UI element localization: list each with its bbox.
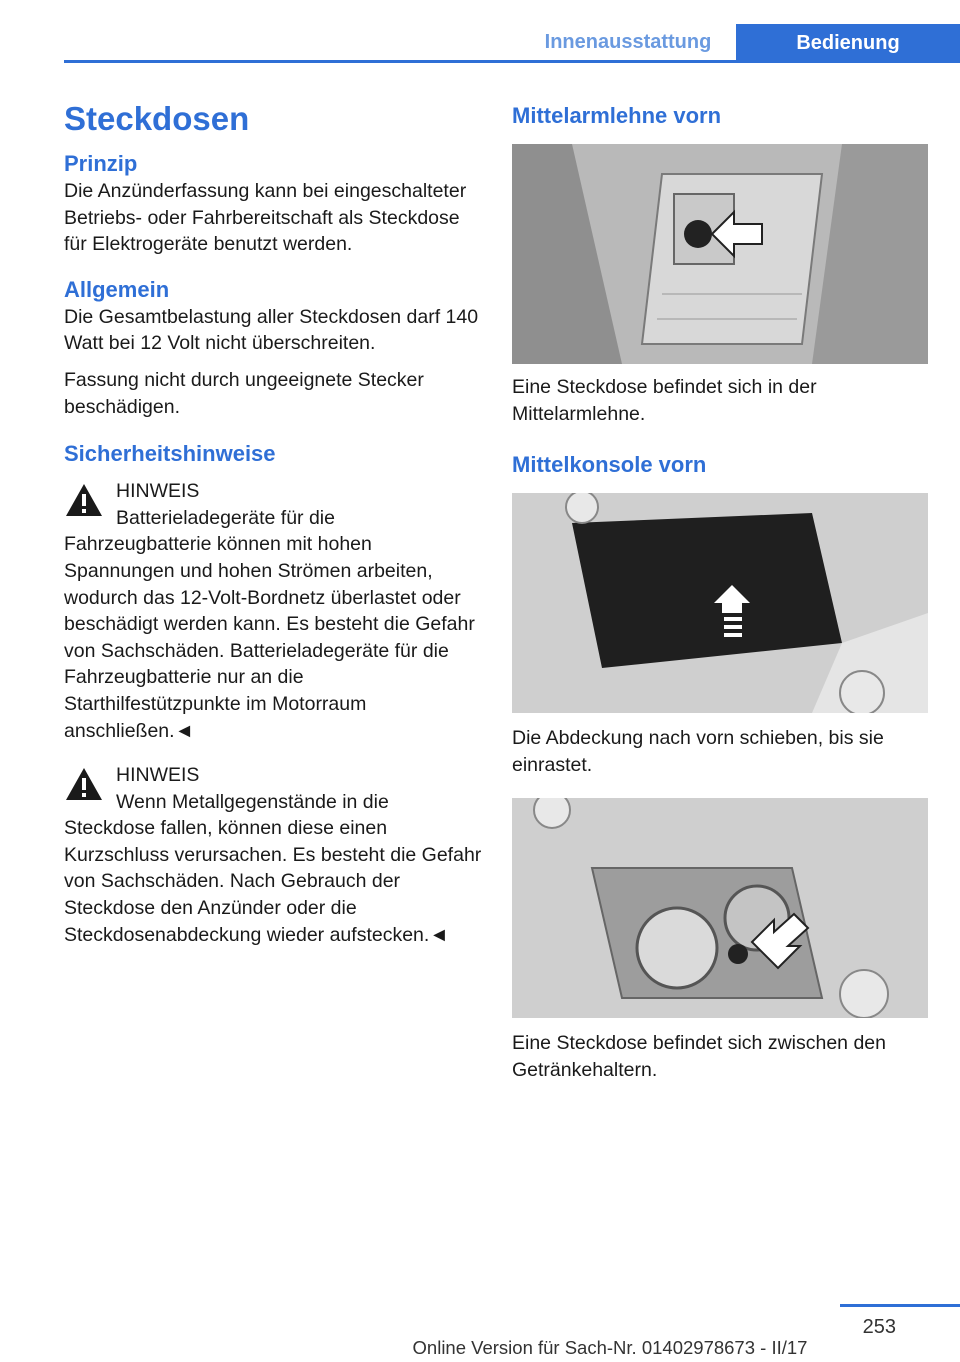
left-column (64, 96, 482, 948)
caption-console-1: Die Abdeckung nach vorn schieben, bis sie einrastet. (512, 727, 884, 776)
heading-general: Allgemein (64, 276, 170, 302)
text-general-1: Die Gesamtbelastung aller Steckdosen darf 140 Watt bei 12 Volt nicht überschreiten. (64, 305, 479, 355)
page-number: 253 (862, 1316, 896, 1338)
caption-console-2: Eine Steckdose befindet sich zwischen den Getränkehaltern. (512, 1032, 886, 1081)
cupholder-photo (512, 798, 928, 1018)
breadcrumb-section[interactable]: Innenausstattung (544, 31, 712, 53)
warning-label: HINWEIS (116, 480, 200, 503)
warning-block (64, 478, 482, 744)
footer-rule (840, 1304, 960, 1307)
warning-block (64, 762, 482, 948)
text-principle: Die Anzünderfassung kann bei eingeschalteter Betriebs- oder Fahrbereitschaft als Steckdose für Elektrogeräte benutzt werden. (64, 180, 467, 256)
console-cover-photo (512, 493, 928, 713)
heading-armrest: Mittelarmlehne vorn (512, 103, 722, 128)
page-title: Steckdosen (64, 100, 250, 137)
warning-triangle-icon (64, 482, 104, 518)
text-general-2: Fassung nicht durch ungeeignete Stecker beschädigen. (64, 368, 424, 418)
warning-label: HINWEIS (116, 764, 200, 787)
armrest-photo (512, 144, 928, 364)
footer-version: Online Version für Sach-Nr. 01402978673 - II/17 (412, 1337, 808, 1358)
heading-console: Mittelkonsole vorn (512, 452, 707, 478)
warning-triangle-icon (64, 766, 104, 802)
heading-principle: Prinzip (64, 151, 138, 176)
right-column (512, 96, 928, 1084)
warning-text: Wenn Metallgegenstände in die Steckdose fallen, können diese einen Kurzschluss verursachen. Es besteht die Gefahr von Sachschäden. Nach Gebrauch der Steckdose den Anzünder oder die Steckdosenabdeckung wieder aufstecken.◄ (64, 790, 482, 946)
caption-armrest: Eine Steckdose befindet sich in der Mittelarmlehne. (512, 376, 817, 425)
heading-safety: Sicherheitshinweise (64, 441, 276, 467)
warning-text: Batterieladegeräte für die Fahrzeugbatterie können mit hohen Spannungen und hohen Strömen arbeiten, wodurch das 12-Volt-Bordnetz überlastet oder beschädigt werden kann. Es besteht die Gefahr von Sachschäden. Batterieladegeräte für die Fahrzeugbatterie nur an die Starthilfestützpunkte im Motorraum anschließen.◄ (64, 506, 475, 742)
breadcrumb-chapter[interactable]: Bedienung (736, 24, 960, 62)
